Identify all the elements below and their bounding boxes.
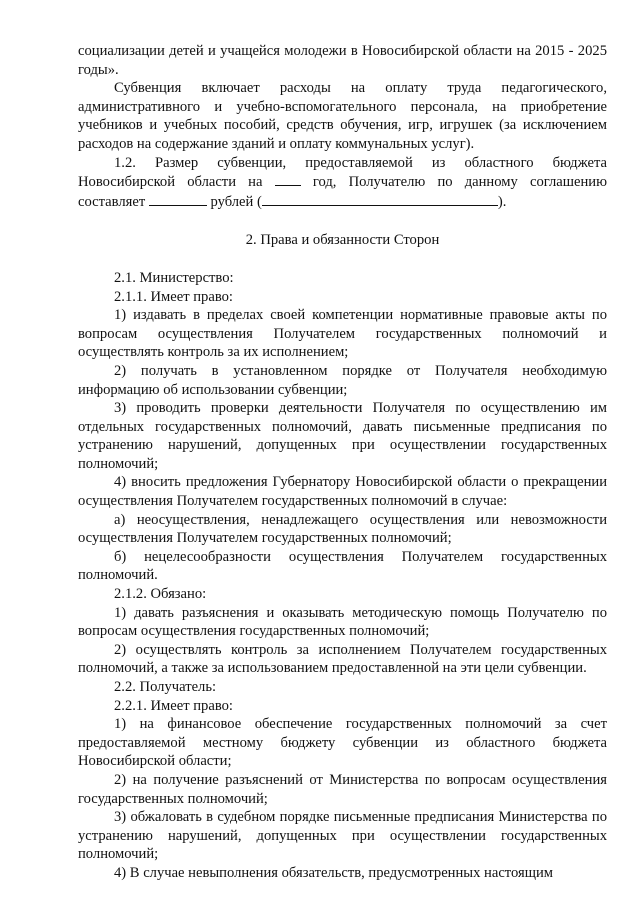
clause-text: рублей ( <box>206 193 262 210</box>
paragraph: 1) давать разъяснения и оказывать методическую помощь Получателю по вопросам осуществления государственных полномочий; <box>78 604 607 640</box>
paragraph: 4) вносить предложения Губернатору Новосибирской области о прекращении осуществления Получателем государственных полномочий в случае: <box>78 474 607 510</box>
paragraph: 2) получать в установленном порядке от Получателя необходимую информацию об использовании субвенции; <box>78 362 607 398</box>
paragraph: 2.2. Получатель: <box>114 679 217 695</box>
blank-amount-words <box>262 192 498 206</box>
paragraph: 3) обжаловать в судебном порядке письменные предписания Министерства по устранению нарушений, допущенных при осуществлении государственных полномочий; <box>78 809 607 863</box>
paragraph: 2.1.1. Имеет право: <box>114 288 233 305</box>
paragraph: 2.2.1. Имеет право: <box>114 697 233 714</box>
paragraph: б) нецелесообразности осуществления Получателем государственных полномочий. <box>78 548 607 584</box>
paragraph: Субвенция включает расходы на оплату труда педагогического, административного и учебно-вспомогательного персонала, на приобретение учебников и учебных пособий, средств обучения, игр, игрушек (за исключением расходов на содержание зданий и оплату коммунальных услуг). <box>78 80 607 152</box>
paragraph: 1) на финансовое обеспечение государственных полномочий за счет предоставляемой местному бюджету субвенции из областного бюджета Новосибирской области; <box>78 716 607 770</box>
blank-year <box>275 172 301 186</box>
document-page <box>78 42 607 883</box>
paragraph: а) неосуществления, ненадлежащего осуществления или невозможности осуществления Получателем государственных полномочий; <box>78 511 607 547</box>
paragraph: 2.1.2. Обязано: <box>114 586 207 603</box>
blank-amount <box>149 192 207 206</box>
paragraph: 4) В случае невыполнения обязательств, предусмотренных настоящим <box>114 864 554 881</box>
clause-1-2 <box>78 154 607 212</box>
paragraph: 3) проводить проверки деятельности Получателя по осуществлению им отдельных государственных полномочий, давать письменные предписания по устранению нарушений, допущенных при осуществлении государственных полномочий; <box>78 400 607 472</box>
paragraph: 2.1. Министерство: <box>114 269 234 286</box>
clause-text: год, Получателю по данному соглашению составляет <box>78 174 607 210</box>
clause-text: ). <box>497 193 507 210</box>
section-heading: 2. Права и обязанности Сторон <box>245 232 440 249</box>
clause-text: 1.2. Размер субвенции, предоставляемой из областного бюджета Новосибирской области на <box>78 154 607 191</box>
paragraph: 2) осуществлять контроль за исполнением Получателем государственных полномочий, а также за использованием предоставленной на эти цели субвенции. <box>78 641 607 677</box>
paragraph: 1) издавать в пределах своей компетенции нормативные правовые акты по вопросам осуществления Получателем государственных полномочий и осуществлять контроль за их исполнением; <box>78 307 607 361</box>
paragraph: 2) на получение разъяснений от Министерства по вопросам осуществления государственных полномочий; <box>78 771 607 807</box>
paragraph: социализации детей и учащейся молодежи в Новосибирской области на 2015 - 2025 годы». <box>78 43 607 78</box>
